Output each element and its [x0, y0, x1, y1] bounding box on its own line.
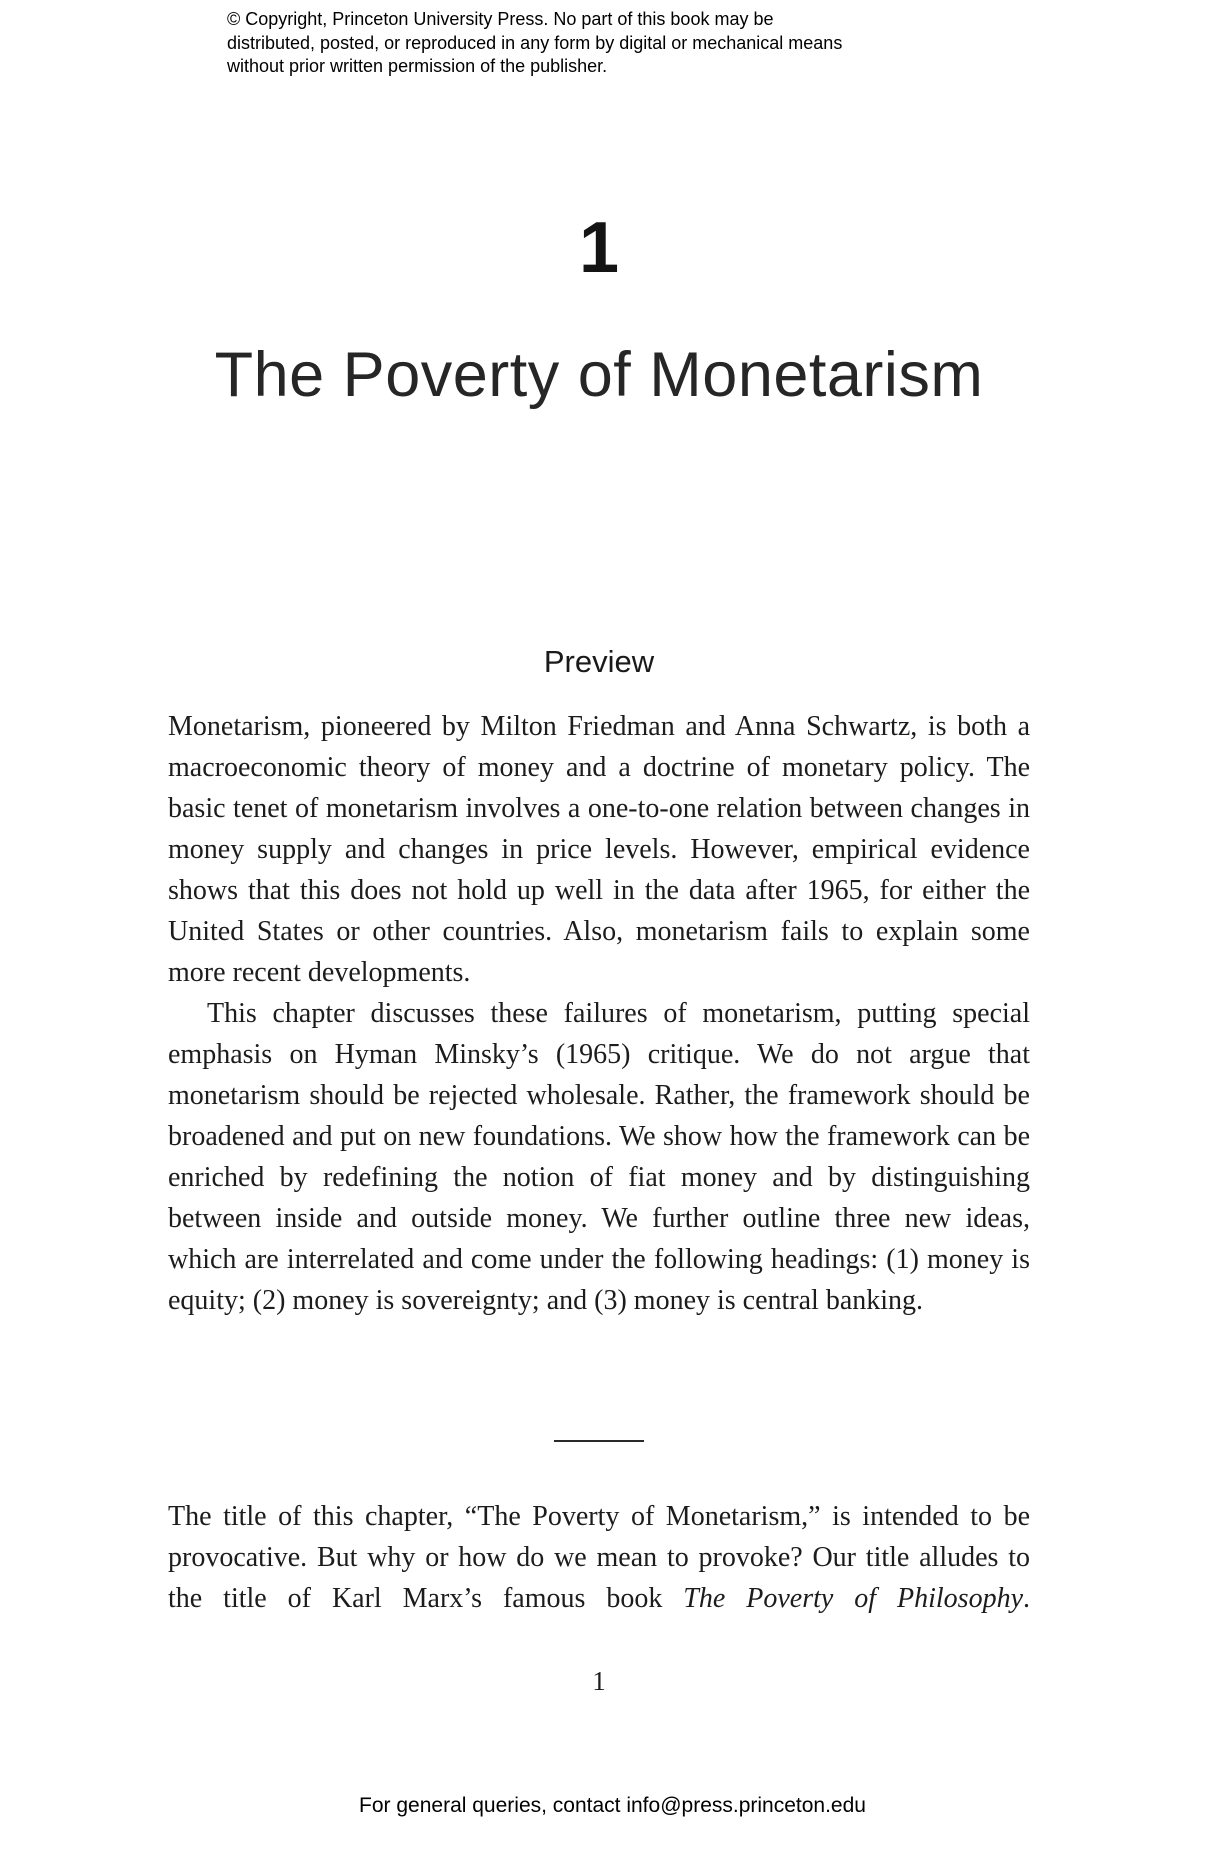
- footer-contact-line: For general queries, contact info@press.princeton.edu: [359, 1794, 866, 1817]
- preview-heading: Preview: [543, 644, 655, 679]
- section-divider: [554, 1440, 644, 1442]
- preview-text-column: [168, 706, 1030, 1321]
- page-number: 1: [592, 1666, 606, 1696]
- closing-paragraph: The title of this chapter, “The Poverty of Monetarism,” is intended to be provocative. But why or how do we mean to provoke? Our title alludes to the title of Karl Marx’s famous book The Poverty of Philosophy.: [168, 1501, 1030, 1614]
- preview-paragraph-1: Monetarism, pioneered by Milton Friedman and Anna Schwartz, is both a macroeconomic theory of money and a doctrine of monetary policy. The basic tenet of monetarism involves a one-to-one relation between changes in money supply and changes in price levels. However, empirical evidence shows that this does not hold up well in the data after 1965, for either the United States or other countries. Also, monetarism fails to explain some more recent developments.: [168, 711, 1030, 988]
- chapter-title: The Poverty of Monetarism: [214, 340, 984, 410]
- chapter-number: 1: [578, 208, 620, 288]
- preview-paragraph-2: This chapter discusses these failures of monetarism, putting special emphasis on Hyman Minsky’s (1965) critique. We do not argue that monetarism should be rejected wholesale. Rather, the framework should be broadened and put on new foundations. We show how the framework can be enriched by redefining the notion of fiat money and by distinguishing between inside and outside money. We further outline three new ideas, which are interrelated and come under the following headings: (1) money is equity; (2) money is sovereignty; and (3) money is central banking.: [168, 998, 1030, 1316]
- copyright-notice: © Copyright, Princeton University Press. No part of this book may be distributed, posted, or reproduced in any form by digital or mechanical means without prior written permission of the publisher.: [227, 9, 843, 76]
